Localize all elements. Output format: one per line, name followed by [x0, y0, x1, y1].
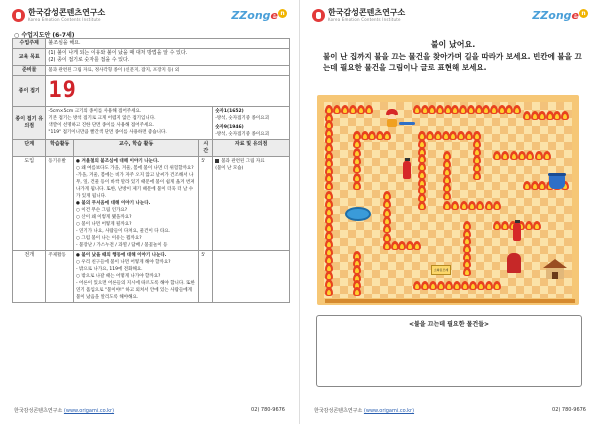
- fire-icon: [437, 280, 445, 290]
- fire-icon: [485, 280, 493, 290]
- fire-icon: [518, 150, 526, 160]
- fire-icon: [325, 180, 333, 190]
- fire-icon: [443, 200, 451, 210]
- fire-icon: [473, 170, 481, 180]
- fire-icon: [353, 180, 361, 190]
- fire-icon: [493, 220, 501, 230]
- fire-icon: [421, 280, 429, 290]
- fire-icon: [341, 104, 349, 114]
- fire-icon: [457, 130, 465, 140]
- fire-icon: [460, 200, 468, 210]
- fire-icon: [493, 280, 501, 290]
- fire-icon: [469, 280, 477, 290]
- fire-icon: [535, 150, 543, 160]
- folded-digit: 1: [48, 78, 60, 103]
- goals-row: 교육 목표 (1) 불이 나게 되는 이유와 불이 났을 때 대처 방법을 알 수 있다. (2) 종이 접기로 숫자를 접을 수 있다.: [13, 49, 290, 66]
- fire-icon: [501, 220, 509, 230]
- lesson-subtitle: ○ 수업지도안 (6-7세): [14, 32, 75, 39]
- firefighter-icon: [385, 109, 399, 127]
- fire-icon: [477, 280, 485, 290]
- fire-icon: [493, 200, 501, 210]
- fire-icon: [443, 190, 451, 200]
- logo-mark-icon: [312, 9, 325, 22]
- prep-row: 준비물 불과 관련된 그림 자료, 정사각형 종이 (신문지, 잡지, 포장지 등) 외: [13, 66, 290, 76]
- fire-icon: [442, 130, 450, 140]
- fire-icon: [349, 104, 357, 114]
- fire-icon: [365, 104, 373, 114]
- burning-house-icon: [543, 259, 567, 279]
- folded-digit: 9: [62, 78, 74, 103]
- logo-mark-icon: [12, 9, 25, 22]
- folded-number-119: [48, 77, 287, 105]
- answer-label: <불을 끄는데 필요한 물건들>: [408, 321, 490, 328]
- page-footer: 한국감성콘텐츠연구소 (www.origami.co.kr) 02) 780-9676: [14, 407, 285, 414]
- fire-icon: [418, 130, 426, 140]
- fire-icon: [468, 200, 476, 210]
- site-link[interactable]: (www.origami.co.kr): [363, 408, 415, 414]
- fire-icon: [513, 104, 521, 114]
- bullet-square-icon: [215, 159, 219, 163]
- topic-value: 불조심을 해요.: [46, 39, 290, 49]
- worksheet-instructions: 불이 났어요. 불이 난 집까지 불을 끄는 물건을 찾아가며 길을 따라가 보세요. 빈칸에 불을 끄는데 필요한 물건을 그림이나 글로 표현해 보세요.: [323, 40, 582, 72]
- fire-extinguisher-icon: [513, 223, 521, 241]
- fire-icon: [526, 150, 534, 160]
- goal-item: (2) 종이 접기로 숫자를 접을 수 있다.: [48, 57, 130, 63]
- fire-icon: [445, 280, 453, 290]
- fire-icon: [463, 266, 471, 276]
- fire-icon: [418, 200, 426, 210]
- fire-icon: [451, 200, 459, 210]
- prep-value: 불과 관련된 그림 자료, 정사각형 종이 (신문지, 잡지, 포장지 등) 외: [46, 66, 290, 76]
- water-bucket-icon: [549, 175, 565, 189]
- fire-icon: [383, 130, 391, 140]
- fire-icon: [434, 130, 442, 140]
- fire-icon: [465, 130, 473, 140]
- develop-row: 전개 주제활동 ● 불이 났을 때의 행동에 대해 이야기 나눈다. ○ 우리 친구들에 불이 나면 어떻게 해야 할까요? - 밖으로 나가요, 119에 전화해요. ○ 밖으로 나갈 때는 어떻게 나가야 할까요? - 어른이 있으면 어른들의 지시에 따르도록 해야 합니다. 또한 연기 흡입으로 "불이야!" 하고 외쳐서 안에 있는 사람들에게 불이 났음을 알리도록 해야해요. 5': [13, 251, 290, 303]
- fire-icon: [333, 104, 341, 114]
- fire-icon: [449, 130, 457, 140]
- site-logo: ZZonge n: [231, 9, 287, 22]
- fire-icon: [426, 130, 434, 140]
- method-row: 종이 접기 유의점 -5cm×5cm 크기의 종이를 사용해 접어주세요. 기본 접기는 방석 접기로 크게 어렵지 않은 접기입니다. 색깔이 선명하고 진한 단면 종이를 사용해 접어주세요. "119" 접기이니만큼 빨간색 단면 종이를 사용하면 좋습니다. 숫자1(1652) -방석, 숫자접기중 종이요괴 숫자9(1946) -방석, 숫자접기중 종이요괴: [13, 107, 290, 140]
- fire-icon: [561, 110, 569, 120]
- sand-box-icon: 소화용모래: [431, 265, 451, 275]
- paper-craft-row: 종이 접기 1 9: [13, 76, 290, 107]
- institute-logo: [12, 8, 105, 22]
- logo-name-en: Korea Emotion Contents Institute: [28, 17, 101, 22]
- logo-name: 한국감성콘텐츠연구소: [28, 8, 106, 17]
- fire-icon: [429, 280, 437, 290]
- fire-hydrant-icon: [507, 253, 521, 273]
- fire-icon: [353, 286, 361, 296]
- fire-icon: [485, 200, 493, 210]
- fire-icon: [501, 150, 509, 160]
- site-link[interactable]: (www.origami.co.kr): [63, 408, 115, 414]
- fire-icon: [510, 150, 518, 160]
- fire-icon: [525, 220, 533, 230]
- topic-row: 수업주제 불조심을 해요.: [13, 39, 290, 49]
- lesson-plan-table: [12, 38, 290, 303]
- institute-logo: [312, 8, 405, 22]
- worksheet-title: 불이 났어요.: [430, 40, 476, 49]
- table-header-row: 단계 학습활동 교수, 학습 활동 시간 자료 및 유의점: [13, 140, 290, 157]
- goal-item: (1) 불이 나게 되는 이유와 불이 났을 때 대처 방법을 알 수 있다.: [48, 50, 188, 56]
- logo-name-en: Korea Emotion Contents Institute: [328, 17, 401, 22]
- answer-box[interactable]: [316, 315, 582, 387]
- fire-icon: [413, 240, 421, 250]
- phone-number: 02) 780-9676: [251, 407, 285, 413]
- fire-icon: [357, 104, 365, 114]
- page-header: [312, 8, 588, 26]
- worksheet-page: [300, 0, 600, 424]
- page-footer: 한국감성콘텐츠연구소 (www.origami.co.kr) 02) 780-9676: [314, 407, 586, 414]
- fire-extinguisher-icon: [403, 161, 411, 179]
- fire-icon: [413, 280, 421, 290]
- site-logo: ZZonge n: [532, 9, 588, 22]
- fire-icon: [533, 220, 541, 230]
- fire-maze[interactable]: [317, 95, 579, 305]
- phone-number: 02) 780-9676: [552, 407, 586, 413]
- fire-icon: [476, 200, 484, 210]
- fire-icon: [543, 150, 551, 160]
- fire-icon: [325, 286, 333, 296]
- fire-icon: [453, 280, 461, 290]
- fire-icon: [493, 150, 501, 160]
- water-pool-icon: [345, 207, 371, 221]
- page-header: [12, 8, 287, 26]
- fire-icon: [461, 280, 469, 290]
- logo-name: 한국감성콘텐츠연구소: [328, 8, 406, 17]
- intro-row: 도입 동기유발 ● 겨울철의 불조심에 대해 이야기 나눈다. ○ 왜 여름보다도 가을, 겨울, 봄에 불이 나면 더 위험할까요? -가을, 겨울, 봄에는 비가 자주 오지 않고 날씨가 건조해서 나무, 잎, 건물 등이 바싹 말라 있기 때문에 불이 쉽게 옮겨 번져 나가게 됩니다. 또한, 난방이 제기 때문에 불이 더욱 더 날 수가 있게 됩니다. ● 불의 무서움에 대해 이야기 나눈다. ○ 이건 무슨 그림 인가요? ○ 산이 왜 이렇게 됐을까요? ○ 불이 나면 어떻게 될까요? - 연기가 나요, 사람들이 다쳐요, 물건이 다 타요. ○ 그럼 불이 나는 이유는 뭘까요? - 불장난 / 가스누전 / 과열 / 담배 / 불꽃놀이 등 5' 불과 관련된 그림 자료 (불이 난 모습): [13, 157, 290, 251]
